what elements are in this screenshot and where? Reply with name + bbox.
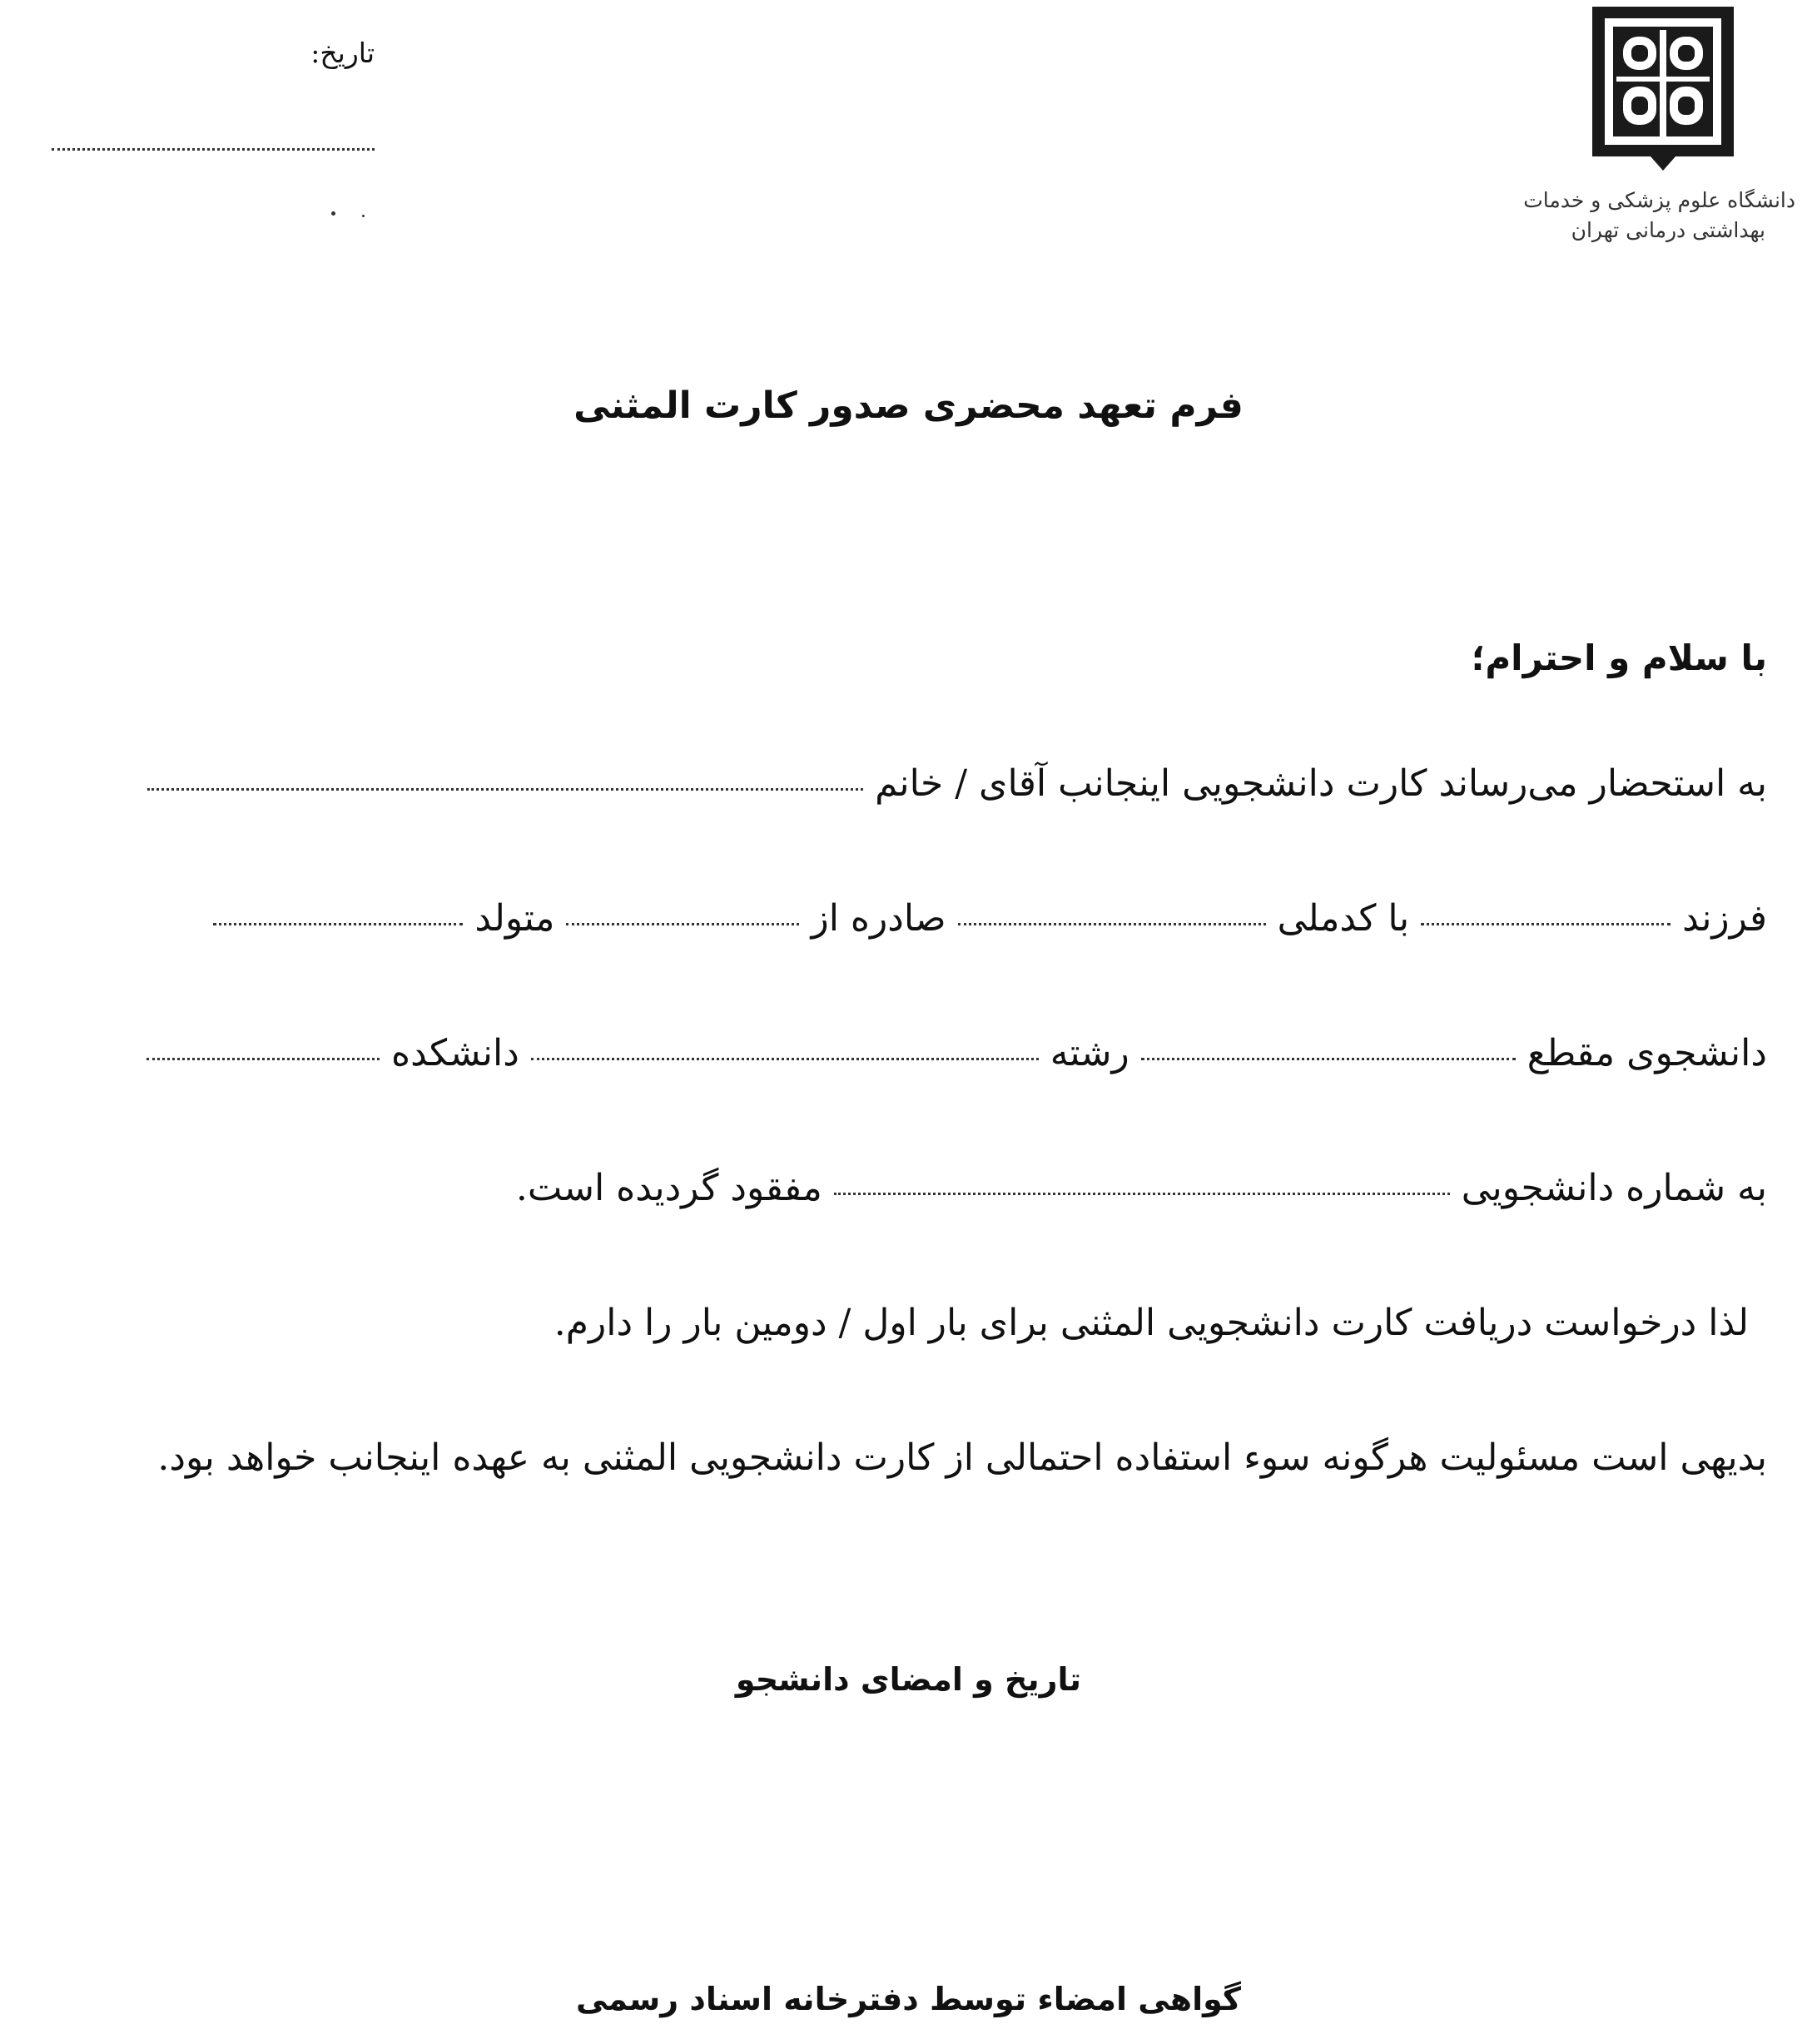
born-label: متولد: [474, 897, 555, 940]
page-title: فرم تعهد محضری صدور کارت المثنی: [573, 384, 1244, 427]
university-name-line2: بهداشتی درمانی تهران: [1571, 218, 1765, 242]
university-logo-icon: [1580, 0, 1746, 175]
body-line-6: بدیهی است مسئولیت هرگونه سوء استفاده احتمالی از کارت دانشجویی المثنی به عهده اینجانب خواهد بود.: [157, 1436, 1767, 1479]
student-level-fill-line[interactable]: [1141, 1058, 1516, 1060]
issued-from-label: صادره از: [811, 897, 946, 940]
date-label: تاریخ:: [310, 37, 375, 69]
body-line-3: [135, 1032, 1767, 1074]
child-of-label: فرزند: [1682, 897, 1767, 940]
body-line-4: [516, 1167, 1767, 1209]
birth-fill-line[interactable]: [213, 923, 463, 925]
student-level-label: دانشجوی مقطع: [1527, 1032, 1767, 1074]
body-line-1-text: به استحضار می‌رساند کارت دانشجویی اینجانب آقای / خانم: [875, 762, 1767, 805]
field-label: رشته: [1050, 1032, 1129, 1074]
notary-heading: گواهی امضاء توسط دفترخانه اسناد رسمی: [575, 1981, 1242, 2017]
decorative-dot: [362, 215, 365, 217]
lost-text: مفقود گردیده است.: [515, 1167, 822, 1209]
student-number-label: به شماره دانشجویی: [1461, 1167, 1767, 1209]
body-line-1: [136, 762, 1767, 805]
national-code-fill-line[interactable]: [958, 923, 1266, 925]
faculty-label: دانشکده: [391, 1032, 519, 1074]
body-line-2: [201, 897, 1767, 940]
issued-from-fill-line[interactable]: [566, 923, 799, 925]
field-fill-line[interactable]: [531, 1058, 1039, 1060]
university-name-line1: دانشگاه علوم پزشکی و خدمات: [1523, 188, 1795, 212]
greeting: با سلام و احترام؛: [1471, 638, 1767, 678]
national-code-label: با کدملی: [1277, 897, 1410, 940]
father-name-fill-line[interactable]: [1421, 923, 1671, 925]
name-fill-line[interactable]: [147, 788, 863, 791]
student-number-fill-line[interactable]: [834, 1193, 1450, 1195]
signature-heading: تاریخ و امضای دانشجو: [735, 1661, 1082, 1698]
decorative-dot: [331, 211, 335, 216]
faculty-fill-line[interactable]: [146, 1058, 380, 1060]
date-fill-line: [52, 148, 375, 151]
body-line-5: لذا درخواست دریافت کارت دانشجویی المثنی برای بار اول / دومین بار را دارم.: [554, 1302, 1749, 1344]
